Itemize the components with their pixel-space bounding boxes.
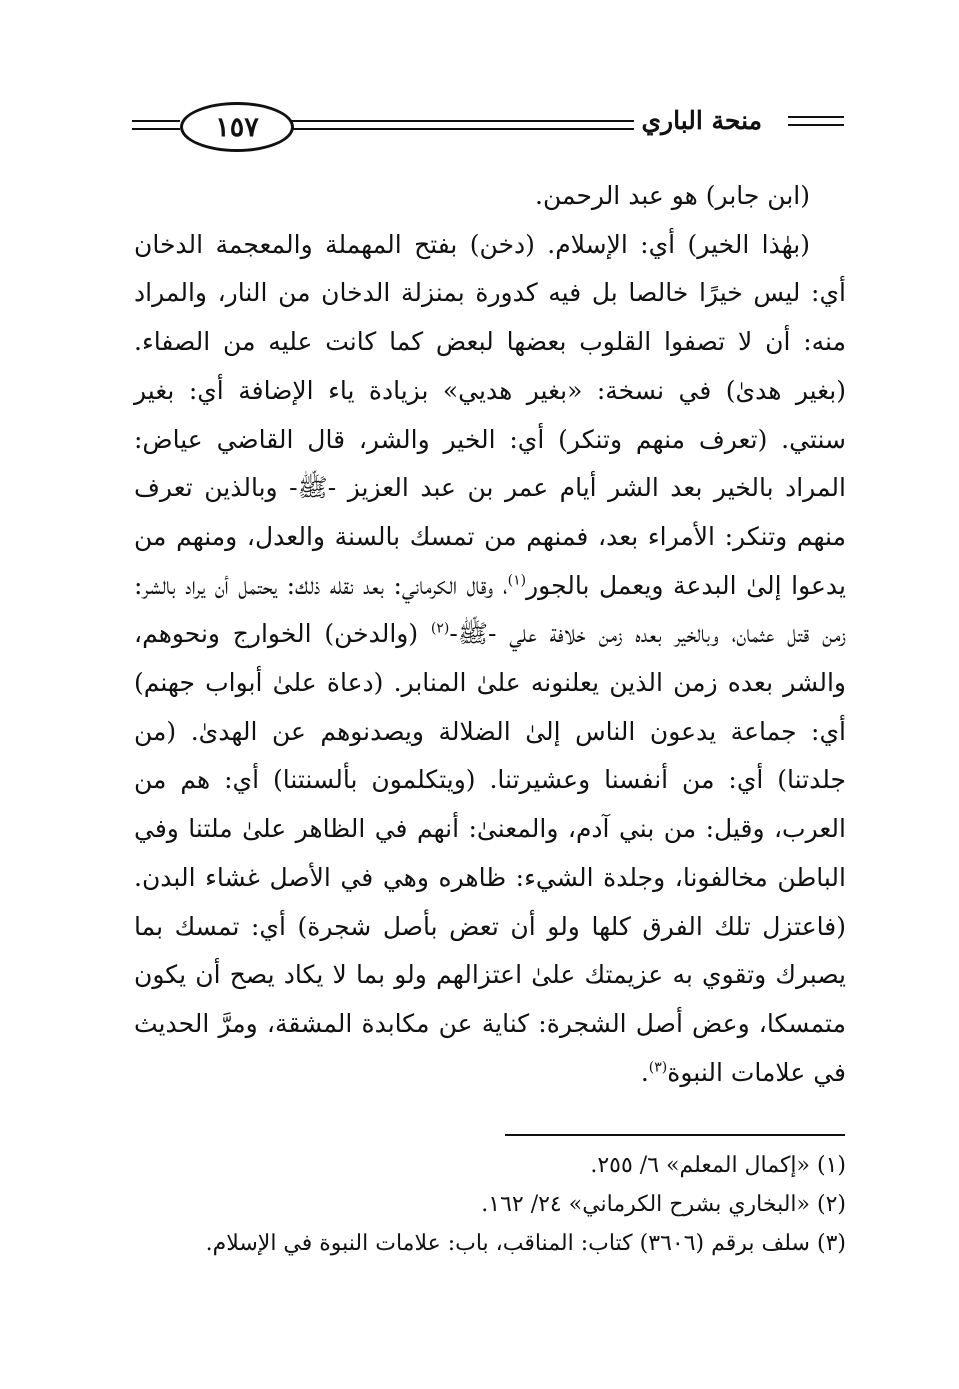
page-header <box>132 96 844 152</box>
text-run: . <box>640 1057 649 1087</box>
header-rule <box>132 120 180 122</box>
footnote: (٣) سلف برقم (٣٦٠٦) كتاب: المناقب، باب: علامات النبوة في الإسلام. <box>205 1231 846 1256</box>
main-text <box>134 172 846 1097</box>
header-rule <box>288 120 634 122</box>
footnote-ref: (٢) <box>430 621 450 637</box>
paragraph: (ابن جابر) هو عبد الرحمن. <box>535 181 810 210</box>
header-rule <box>288 128 634 130</box>
page-number: ١٥٧ <box>180 102 294 152</box>
header-rule <box>788 124 844 126</box>
footnote-divider <box>505 1134 845 1136</box>
header-rule <box>788 116 844 118</box>
text-run: (والدخن) الخوارج ونحوهم، والشر بعده زمن الذين يعلنونه علىٰ المنابر. (دعاة علىٰ أبواب جهنم) أي: جماعة يدعون الناس إلىٰ الضلالة ويصدنوهم عن الهدىٰ. (من جلدتنا) أي: من أنفسنا وعشيرتنا. (ويتكلمون بألسنتنا) أي: هم من العرب، وقيل: من بني آدم، والمعنىٰ: أنهم في الظاهر علىٰ ملتنا وفي الباطن مخالفونا، وجلدة الشيء: ظاهره وهي في الأصل غشاء البدن. (فاعتزل تلك الفرق كلها ولو أن تعض بأصل شجرة) أي: تمسك بما يصبرك وتقوي به عزيمتك علىٰ اعتزالهم ولو بما لا يكاد يصح أن يكون متمسكا، وعض أصل الشجرة: كناية عن مكابدة المشقة، ومرَّ الحديث في علامات النبوة <box>134 619 846 1087</box>
footnote-ref: (١) <box>507 572 527 589</box>
footnote: (١) «إكمال المعلم» ٦/ ٢٥٥. <box>590 1153 846 1178</box>
text-run: ، وقال الكرماني: بعد نقله ذلك: يحتمل أن يراد بالشر: زمن قتل عثمان، وبالخير بعده زمن خلافة علي -ﷺ- <box>134 570 846 649</box>
text-run: (بهٰذا الخير) أي: الإسلام. (دخن) بفتح المهملة والمعجمة الدخان أي: ليس خيرًا خالصا بل فيه كدورة بمنزلة الدخان من النار، والمراد منه: أن لا تصفوا القلوب بعضها لبعض كما كانت عليه من الصفاء. (بغير هدىٰ) في نسخة: «بغير هديي» بزيادة ياء الإضافة أي: بغير سنتي. (تعرف منهم وتنكر) أي: الخير والشر، قال القاضي عياض: المراد بالخير بعد الشر أيام عمر بن عبد العزيز -ﷺ- وبالذين تعرف منهم وتنكر: الأمراء بعد، فمنهم من تمسك بالسنة والعدل، ومنهم من يدعوا إلىٰ البدعة ويعمل بالجور <box>134 229 846 600</box>
footnotes <box>134 1146 846 1263</box>
footnote-ref: (٣) <box>648 1059 668 1076</box>
footnote: (٢) «البخاري بشرح الكرماني» ٢٤/ ١٦٢. <box>481 1192 846 1217</box>
header-rule <box>132 128 180 130</box>
paragraph <box>134 221 846 1098</box>
running-title: منحة الباري <box>641 106 762 135</box>
